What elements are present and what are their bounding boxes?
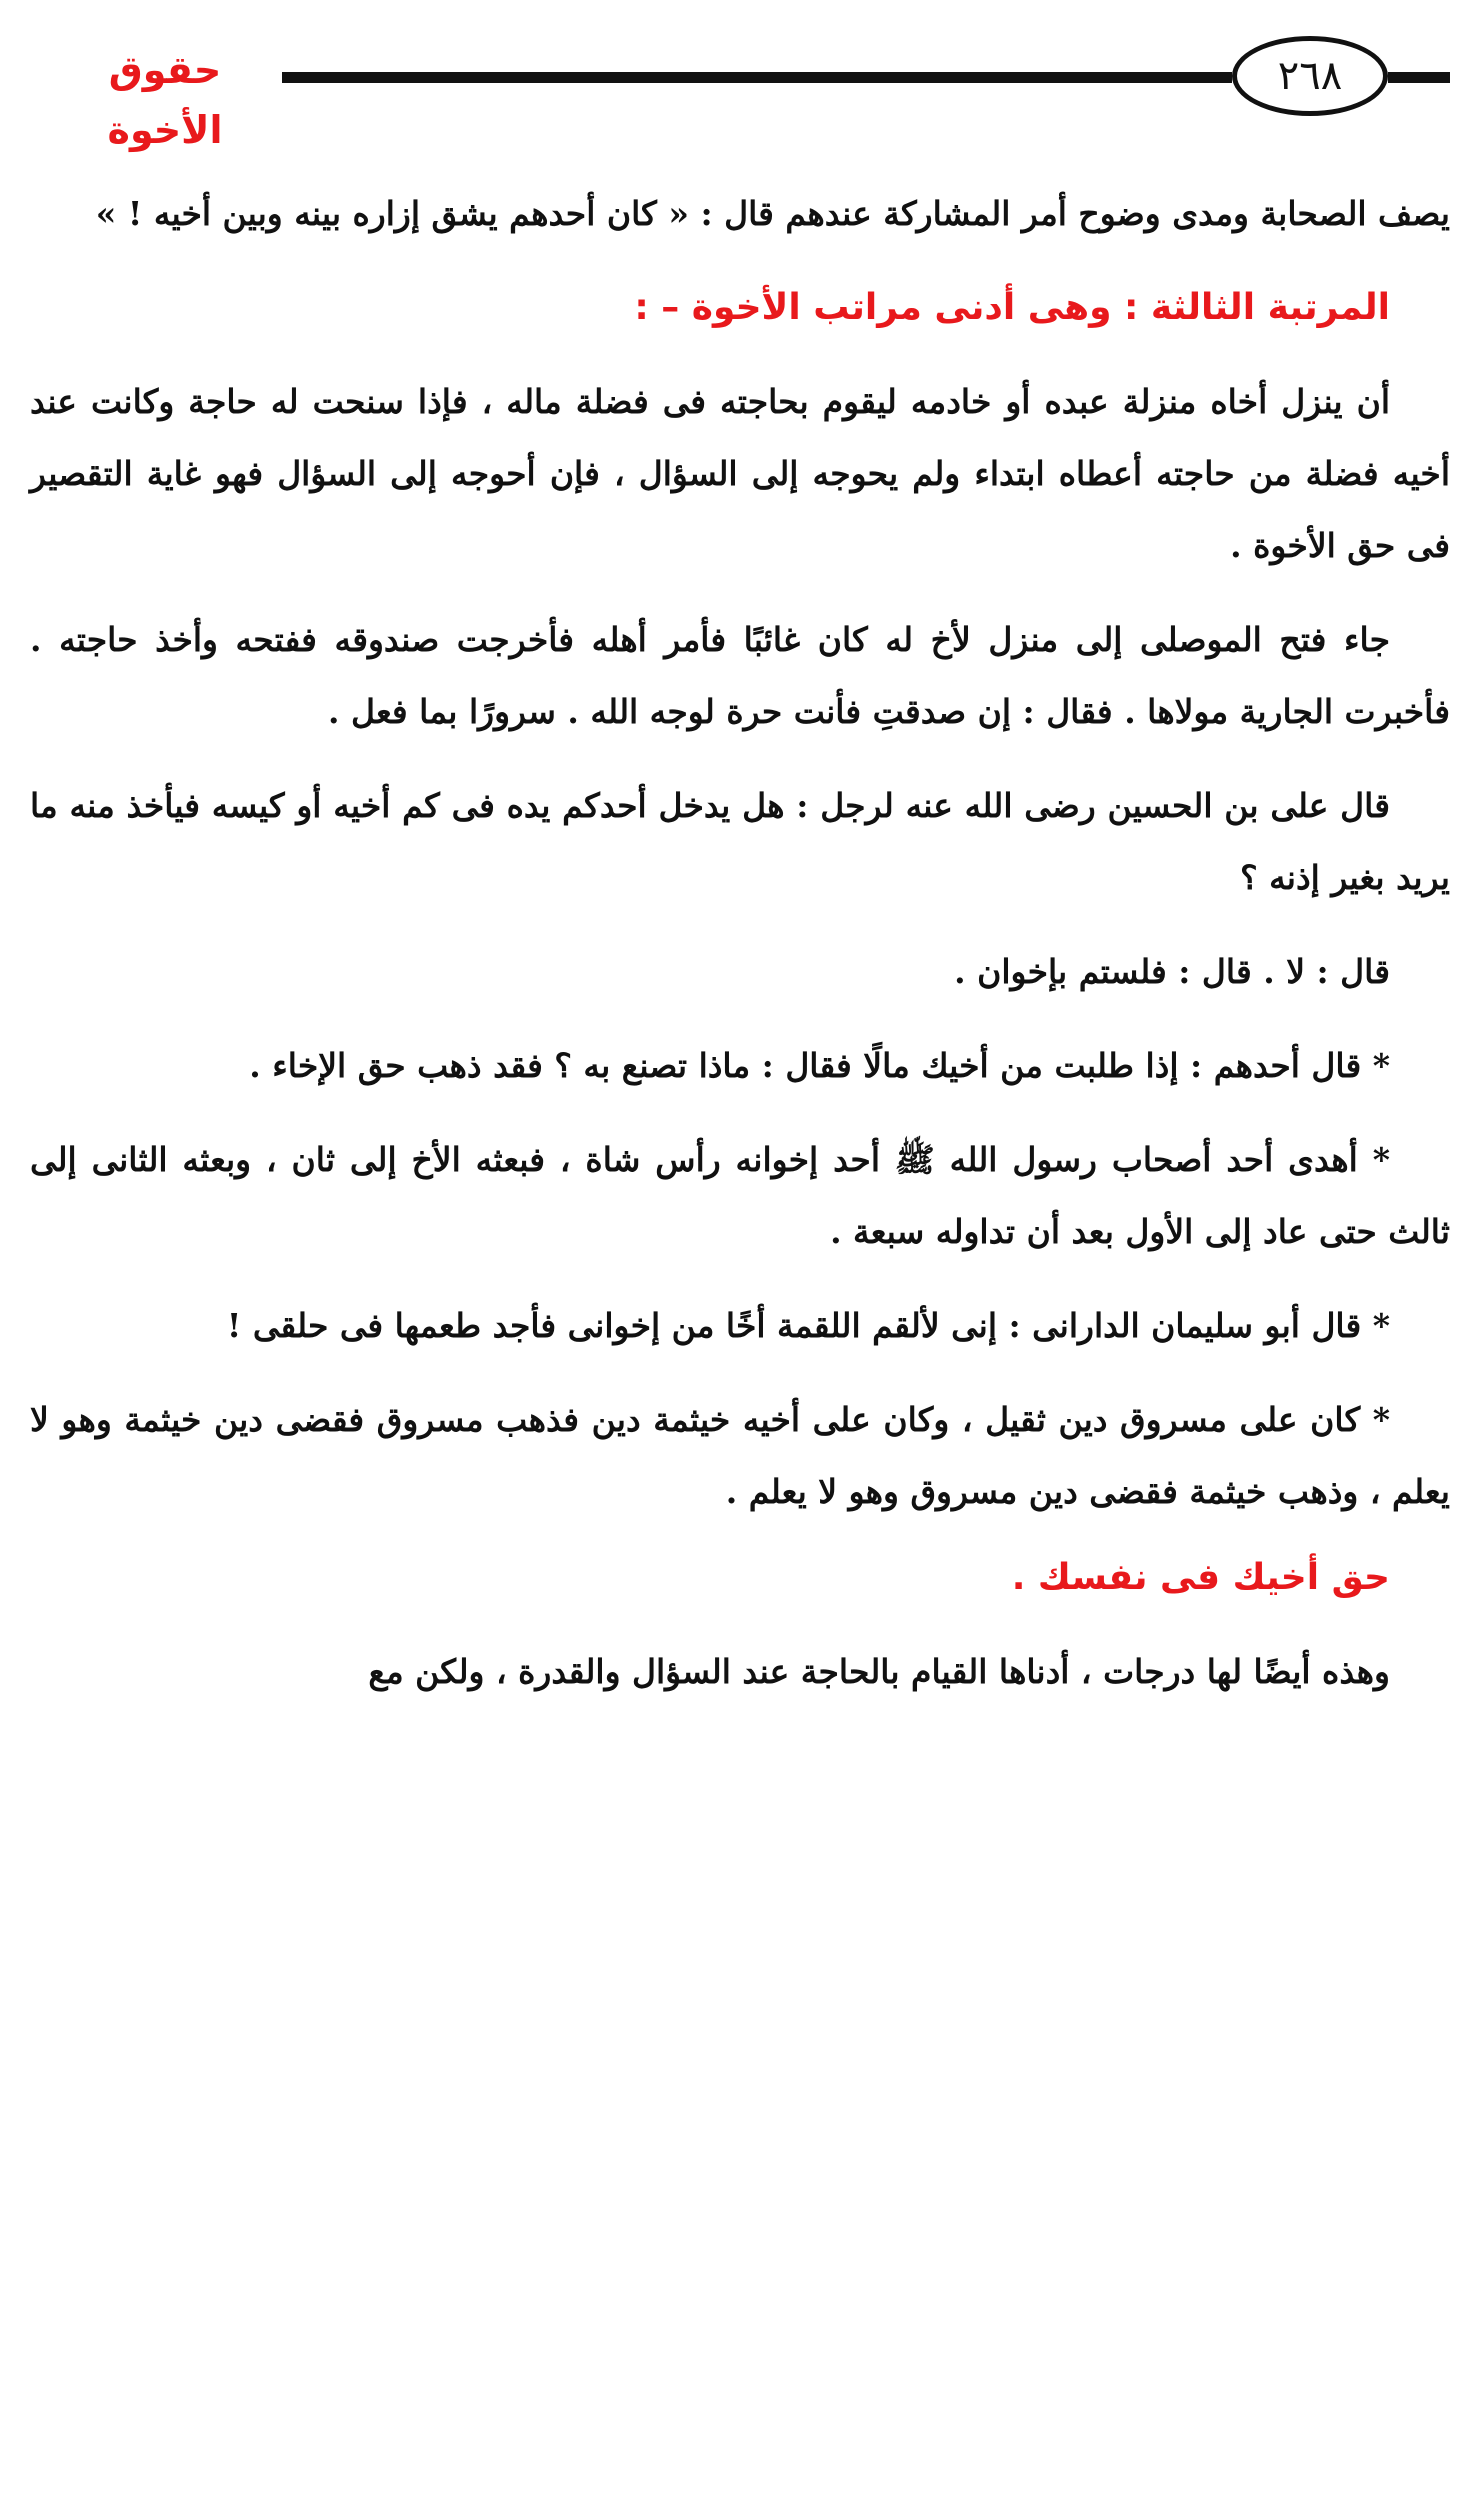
- paragraph-9: * كان على مسروق دين ثقيل ، وكان على أخيه خيثمة دين فذهب مسروق فقضى دين خيثمة وهو لا يعلم ، وذهب خيثمة فقضى دين مسروق وهو لا يعلم .: [30, 1400, 1450, 1511]
- paragraph-6: * قال أحدهم : إذا طلبت من أخيك مالًا فقال : ماذا تصنع به ؟ فقد ذهب حق الإخاء .: [249, 1046, 1390, 1085]
- book-title: حقوق الأخوة: [107, 48, 223, 152]
- paragraph-2: أن ينزل أخاه منزلة عبده أو خادمه ليقوم بحاجته فى فضلة ماله ، فإذا سنحت له حاجة وكانت عند أخيه فضلة من حاجته أعطاه ابتداء ولم يحوجه إلى السؤال ، فإن أحوجه إلى السؤال فهو غاية التقصير فى حق الأخوة .: [30, 382, 1450, 565]
- section-heading-brother-right: حق أخيك فى نفسك .: [1011, 1557, 1390, 1598]
- header-rule-left: [282, 72, 1232, 83]
- page-number: ٢٦٨: [1277, 53, 1343, 99]
- paragraph-3: جاء فتح الموصلى إلى منزل لأخ له كان غائبًا فأمر أهله فأخرجت صندوقه ففتحه وأخذ حاجته . فأخبرت الجارية مولاها . فقال : إن صدقتِ فأنت حرة لوجه الله . سرورًا بما فعل .: [30, 620, 1450, 731]
- page-number-oval: [1232, 36, 1388, 116]
- page-header: [40, 28, 1450, 152]
- paragraph-4: قال على بن الحسين رضى الله عنه لرجل : هل يدخل أحدكم يده فى كم أخيه أو كيسه فيأخذ منه ما يريد بغير إذنه ؟: [30, 786, 1450, 897]
- paragraph-1: يصف الصحابة ومدى وضوح أمر المشاركة عندهم قال : « كان أحدهم يشق إزاره بينه وبين أخيه ! »: [95, 194, 1450, 233]
- paragraph-5: قال : لا . قال : فلستم بإخوان .: [954, 952, 1390, 991]
- paragraph-10: وهذه أيضًا لها درجات ، أدناها القيام بالحاجة عند السؤال والقدرة ، ولكن مع: [368, 1652, 1390, 1691]
- paragraph-8: * قال أبو سليمان الدارانى : إنى لألقم اللقمة أخًا من إخوانى فأجد طعمها فى حلقى !: [226, 1306, 1390, 1345]
- section-heading-third-rank: المرتبة الثالثة : وهى أدنى مراتب الأخوة – :: [634, 287, 1390, 328]
- header-rule-right: [1388, 72, 1450, 83]
- paragraph-7: * أهدى أحد أصحاب رسول الله ﷺ أحد إخوانه رأس شاة ، فبعثه الأخ إلى ثان ، وبعثه الثانى إلى ثالث حتى عاد إلى الأول بعد أن تداوله سبعة .: [30, 1140, 1450, 1251]
- page-body: [30, 178, 1450, 1730]
